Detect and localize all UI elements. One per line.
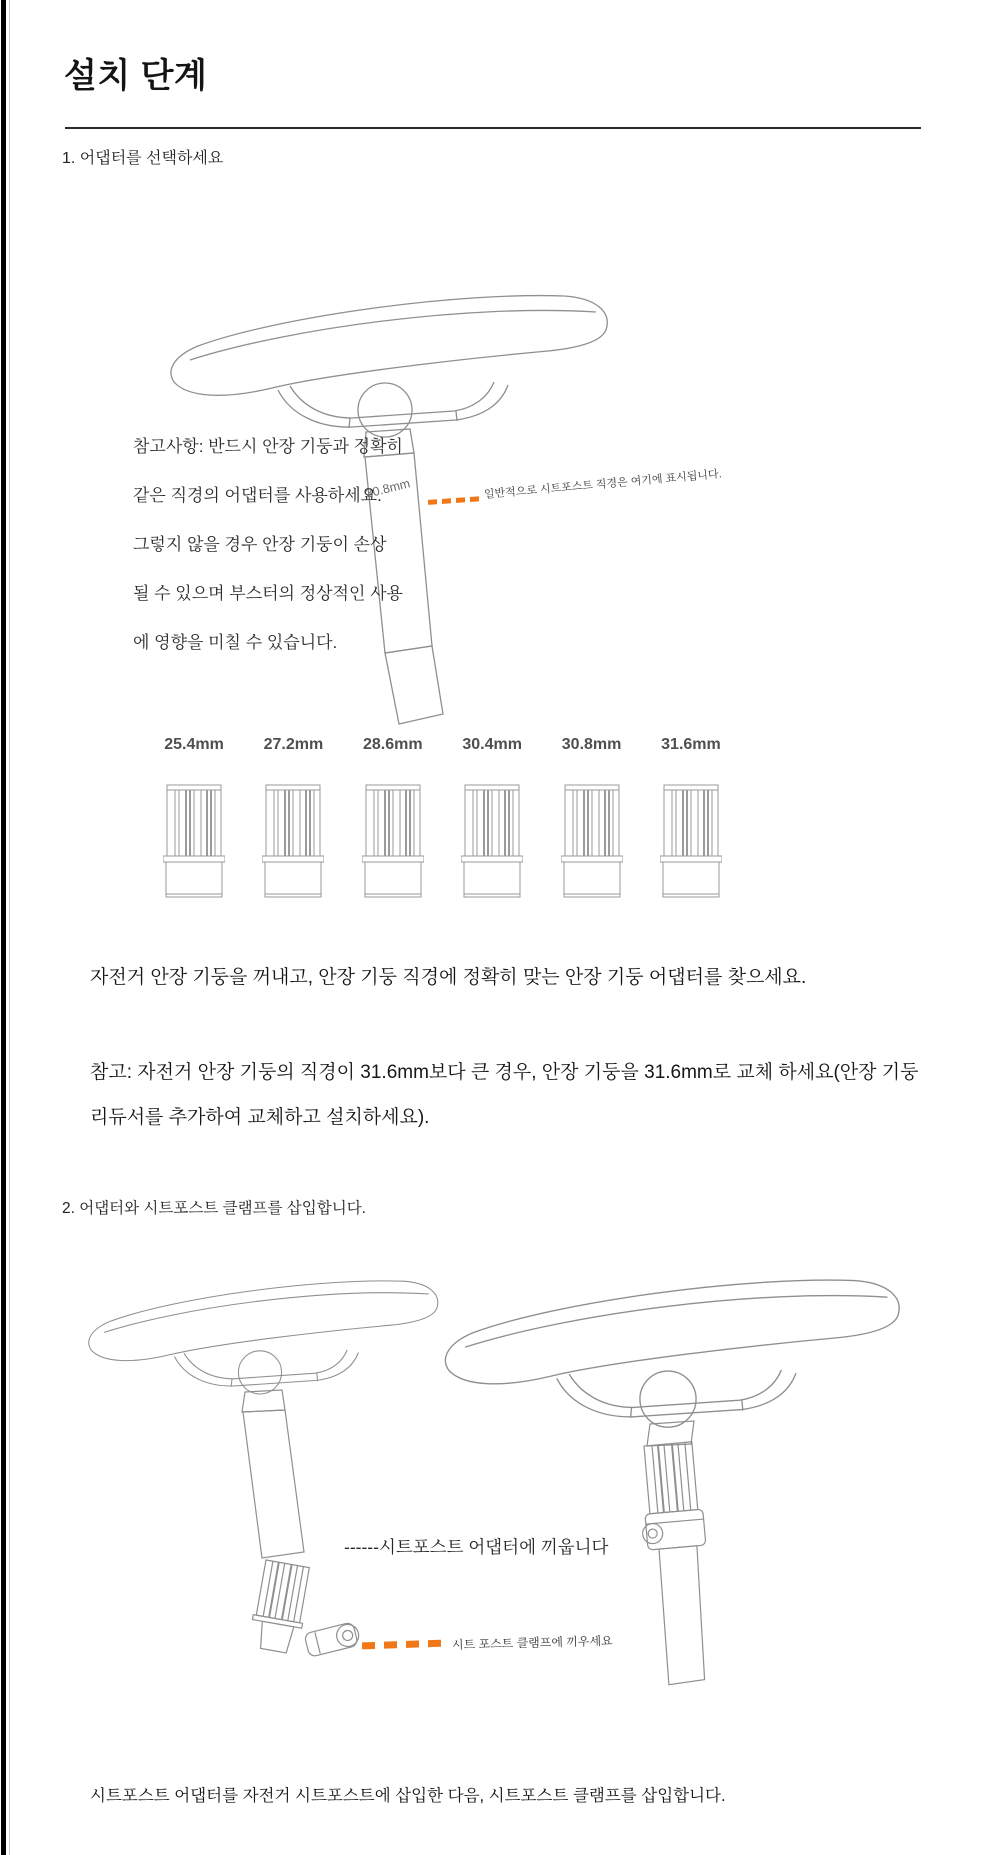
step-1-label: 1. 어댑터를 선택하세요: [62, 150, 224, 167]
adapter-callout: ------시트포스트 어댑터에 끼웁니다: [344, 1537, 609, 1557]
adapter-option: [448, 736, 536, 900]
window-left-edge: [1, 0, 6, 1855]
page-title: 설치 단계: [64, 57, 208, 95]
adapter-size-label: 31.6mm: [661, 736, 721, 753]
adapter-option: [647, 736, 735, 900]
note-line: 같은 직경의 어댑터를 사용하세요.: [133, 486, 382, 505]
note-line: 될 수 있으며 부스터의 정상적인 사용: [133, 584, 403, 603]
adapter-option: [548, 736, 636, 900]
step-2-label: 2. 어댑터와 시트포스트 클램프를 삽입합니다.: [62, 1200, 366, 1217]
adapter-illustration: [163, 782, 225, 900]
clamp-callout: 시트 포스트 클램프에 끼우세요: [451, 1633, 613, 1652]
adapter-note: [133, 432, 463, 677]
title-divider: [65, 127, 921, 129]
adapter-size-label: 27.2mm: [263, 736, 324, 753]
adapter-illustration: [561, 782, 623, 900]
note-line: 에 영향을 미칠 수 있습니다.: [133, 633, 338, 652]
adapter-size-label: 25.4mm: [164, 736, 224, 753]
adapter-option: [150, 736, 238, 900]
window-left-hairline: [9, 0, 10, 1855]
adapter-size-label: 30.8mm: [561, 736, 622, 753]
adapter-illustration: [461, 782, 523, 900]
paragraph-select-adapter: 자전거 안장 기둥을 꺼내고, 안장 기둥 직경에 정확히 맞는 안장 기둥 어댑터를 찾으세요.: [90, 967, 807, 988]
post-diameter-label: 30.8mm: [364, 476, 412, 501]
note-line: 참고사항: 반드시 안장 기둥과 정확히: [133, 437, 403, 456]
adapter-size-label: 30.4mm: [462, 736, 522, 753]
post-diameter-annotation: 일반적으로 시트포스트 직경은 여기에 표시됩니다.: [483, 468, 723, 501]
adapter-illustration: [362, 782, 424, 900]
paragraph-note-31-6: 참고: 자전거 안장 기둥의 직경이 31.6mm보다 큰 경우, 안장 기둥을 31.6mm로 교체 하세요(안장 기둥 리듀서를 추가하여 교체하고 설치하세요).: [90, 1062, 919, 1128]
note-line: 그렇지 않을 경우 안장 기둥이 손상: [133, 535, 387, 554]
adapter-option: [249, 736, 337, 900]
adapter-option: [349, 736, 437, 900]
adapter-size-label: 28.6mm: [362, 736, 423, 753]
adapter-illustration: [660, 782, 722, 900]
adapter-size-row: [150, 736, 735, 900]
adapter-clamp-installation-illustration: [42, 1262, 952, 1732]
adapter-illustration: [262, 782, 324, 900]
paragraph-insert-clamp: 시트포스트 어댑터를 자전거 시트포스트에 삽입한 다음, 시트포스트 클램프를 삽입합니다.: [90, 1787, 726, 1805]
